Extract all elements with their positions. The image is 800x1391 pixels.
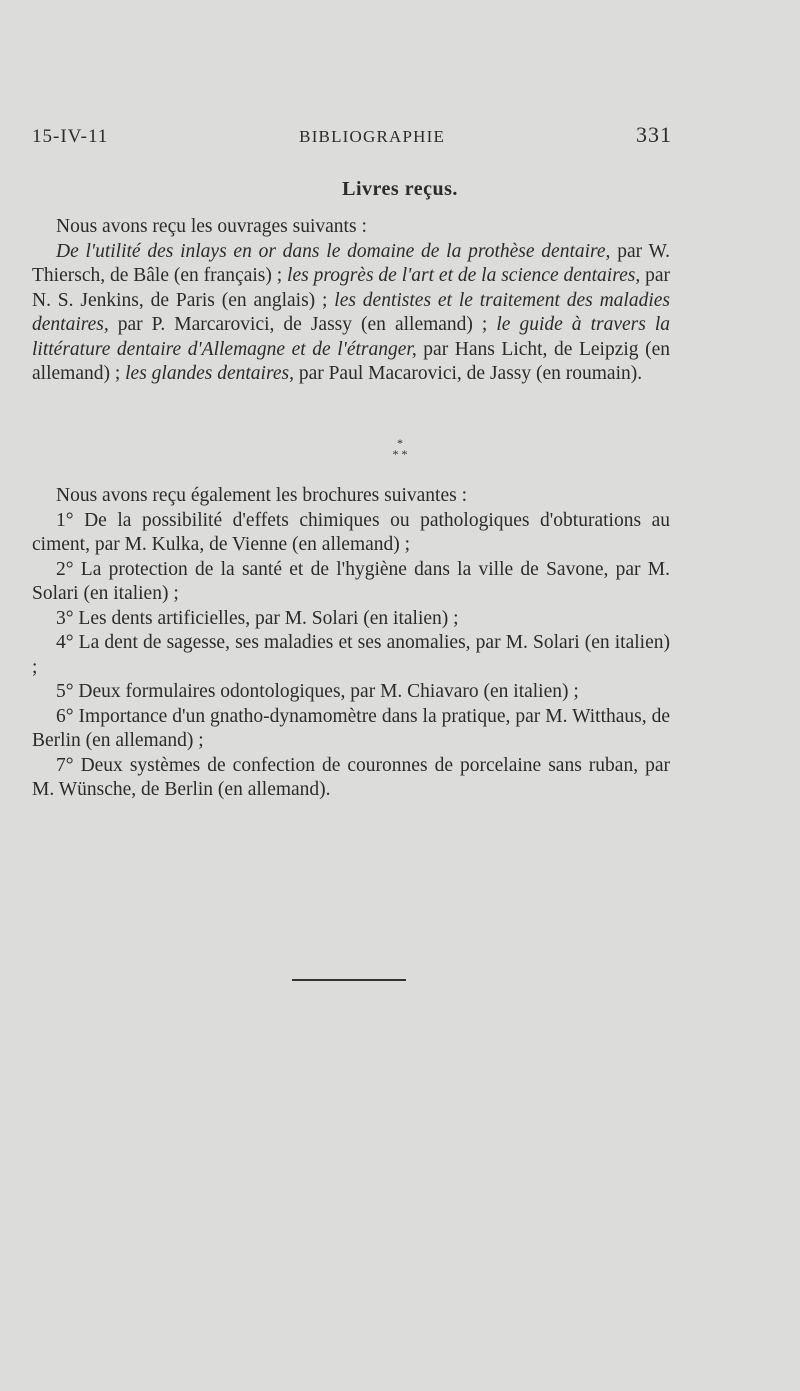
book-title: le guide à travers la littérature dentaire d'Allemagne et de l'étranger, bbox=[32, 314, 671, 360]
book-details: par W. Thiersch, de Bâle (en français) ; bbox=[32, 240, 670, 286]
brochure-item: 2° La protection de la santé et de l'hygiène dans la ville de Savone, par M. Solari (en italien) ; bbox=[32, 558, 670, 604]
book-details: par Paul Macarovici, de Jassy (en roumain). bbox=[293, 363, 643, 384]
asterism bbox=[0, 438, 800, 460]
books-list bbox=[32, 240, 670, 387]
asterism-top: * bbox=[397, 436, 403, 450]
section-title: Livres reçus. bbox=[342, 178, 458, 200]
book-details: par N. S. Jenkins, de Paris (en anglais) ; bbox=[32, 265, 670, 311]
brochure-item: 7° Deux systèmes de confection de couronnes de porcelaine sans ruban, par M. Wünsche, de Berlin (en allemand). bbox=[32, 754, 670, 800]
book-title: les dentistes et le traitement des maladies dentaires, bbox=[32, 289, 670, 335]
books-intro: Nous avons reçu les ouvrages suivants : bbox=[56, 216, 367, 237]
book-details: par P. Marcarovici, de Jassy (en allemand) ; bbox=[108, 314, 497, 335]
book-title: De l'utilité des inlays en or dans le domaine de la prothèse dentaire, bbox=[56, 240, 611, 262]
book-title: les glandes dentaires, bbox=[125, 363, 294, 384]
brochure-item: 1° De la possibilité d'effets chimiques ou pathologiques d'obturations au ciment, par M. Kulka, de Vienne (en allemand) ; bbox=[32, 509, 670, 555]
brochure-item: 5° Deux formulaires odontologiques, par M. Chiavaro (en italien) ; bbox=[56, 681, 579, 702]
brochures-received bbox=[32, 484, 670, 803]
brochure-item: 3° Les dents artificielles, par M. Solari (en italien) ; bbox=[56, 607, 459, 629]
running-head bbox=[32, 122, 672, 148]
end-rule bbox=[292, 979, 406, 981]
brochure-item: 4° La dent de sagesse, ses maladies et ses anomalies, par M. Solari (en italien) ; bbox=[32, 632, 670, 678]
brochure-item: 6° Importance d'un gnatho-dynamomètre dans la pratique, par M. Witthaus, de Berlin (en allemand) ; bbox=[32, 705, 670, 751]
asterism-bottom: * * bbox=[392, 447, 408, 461]
issue-date: 15-IV-11 bbox=[32, 126, 109, 147]
page-number: 331 bbox=[635, 122, 672, 147]
books-received bbox=[32, 215, 670, 387]
book-details: par Hans Licht, de Leipzig (en allemand) ; bbox=[32, 338, 670, 384]
book-title: les progrès de l'art et de la science dentaires, bbox=[287, 265, 641, 286]
section-header: BIBLIOGRAPHIE bbox=[299, 127, 446, 146]
brochures-intro: Nous avons reçu également les brochures suivantes : bbox=[56, 485, 468, 506]
